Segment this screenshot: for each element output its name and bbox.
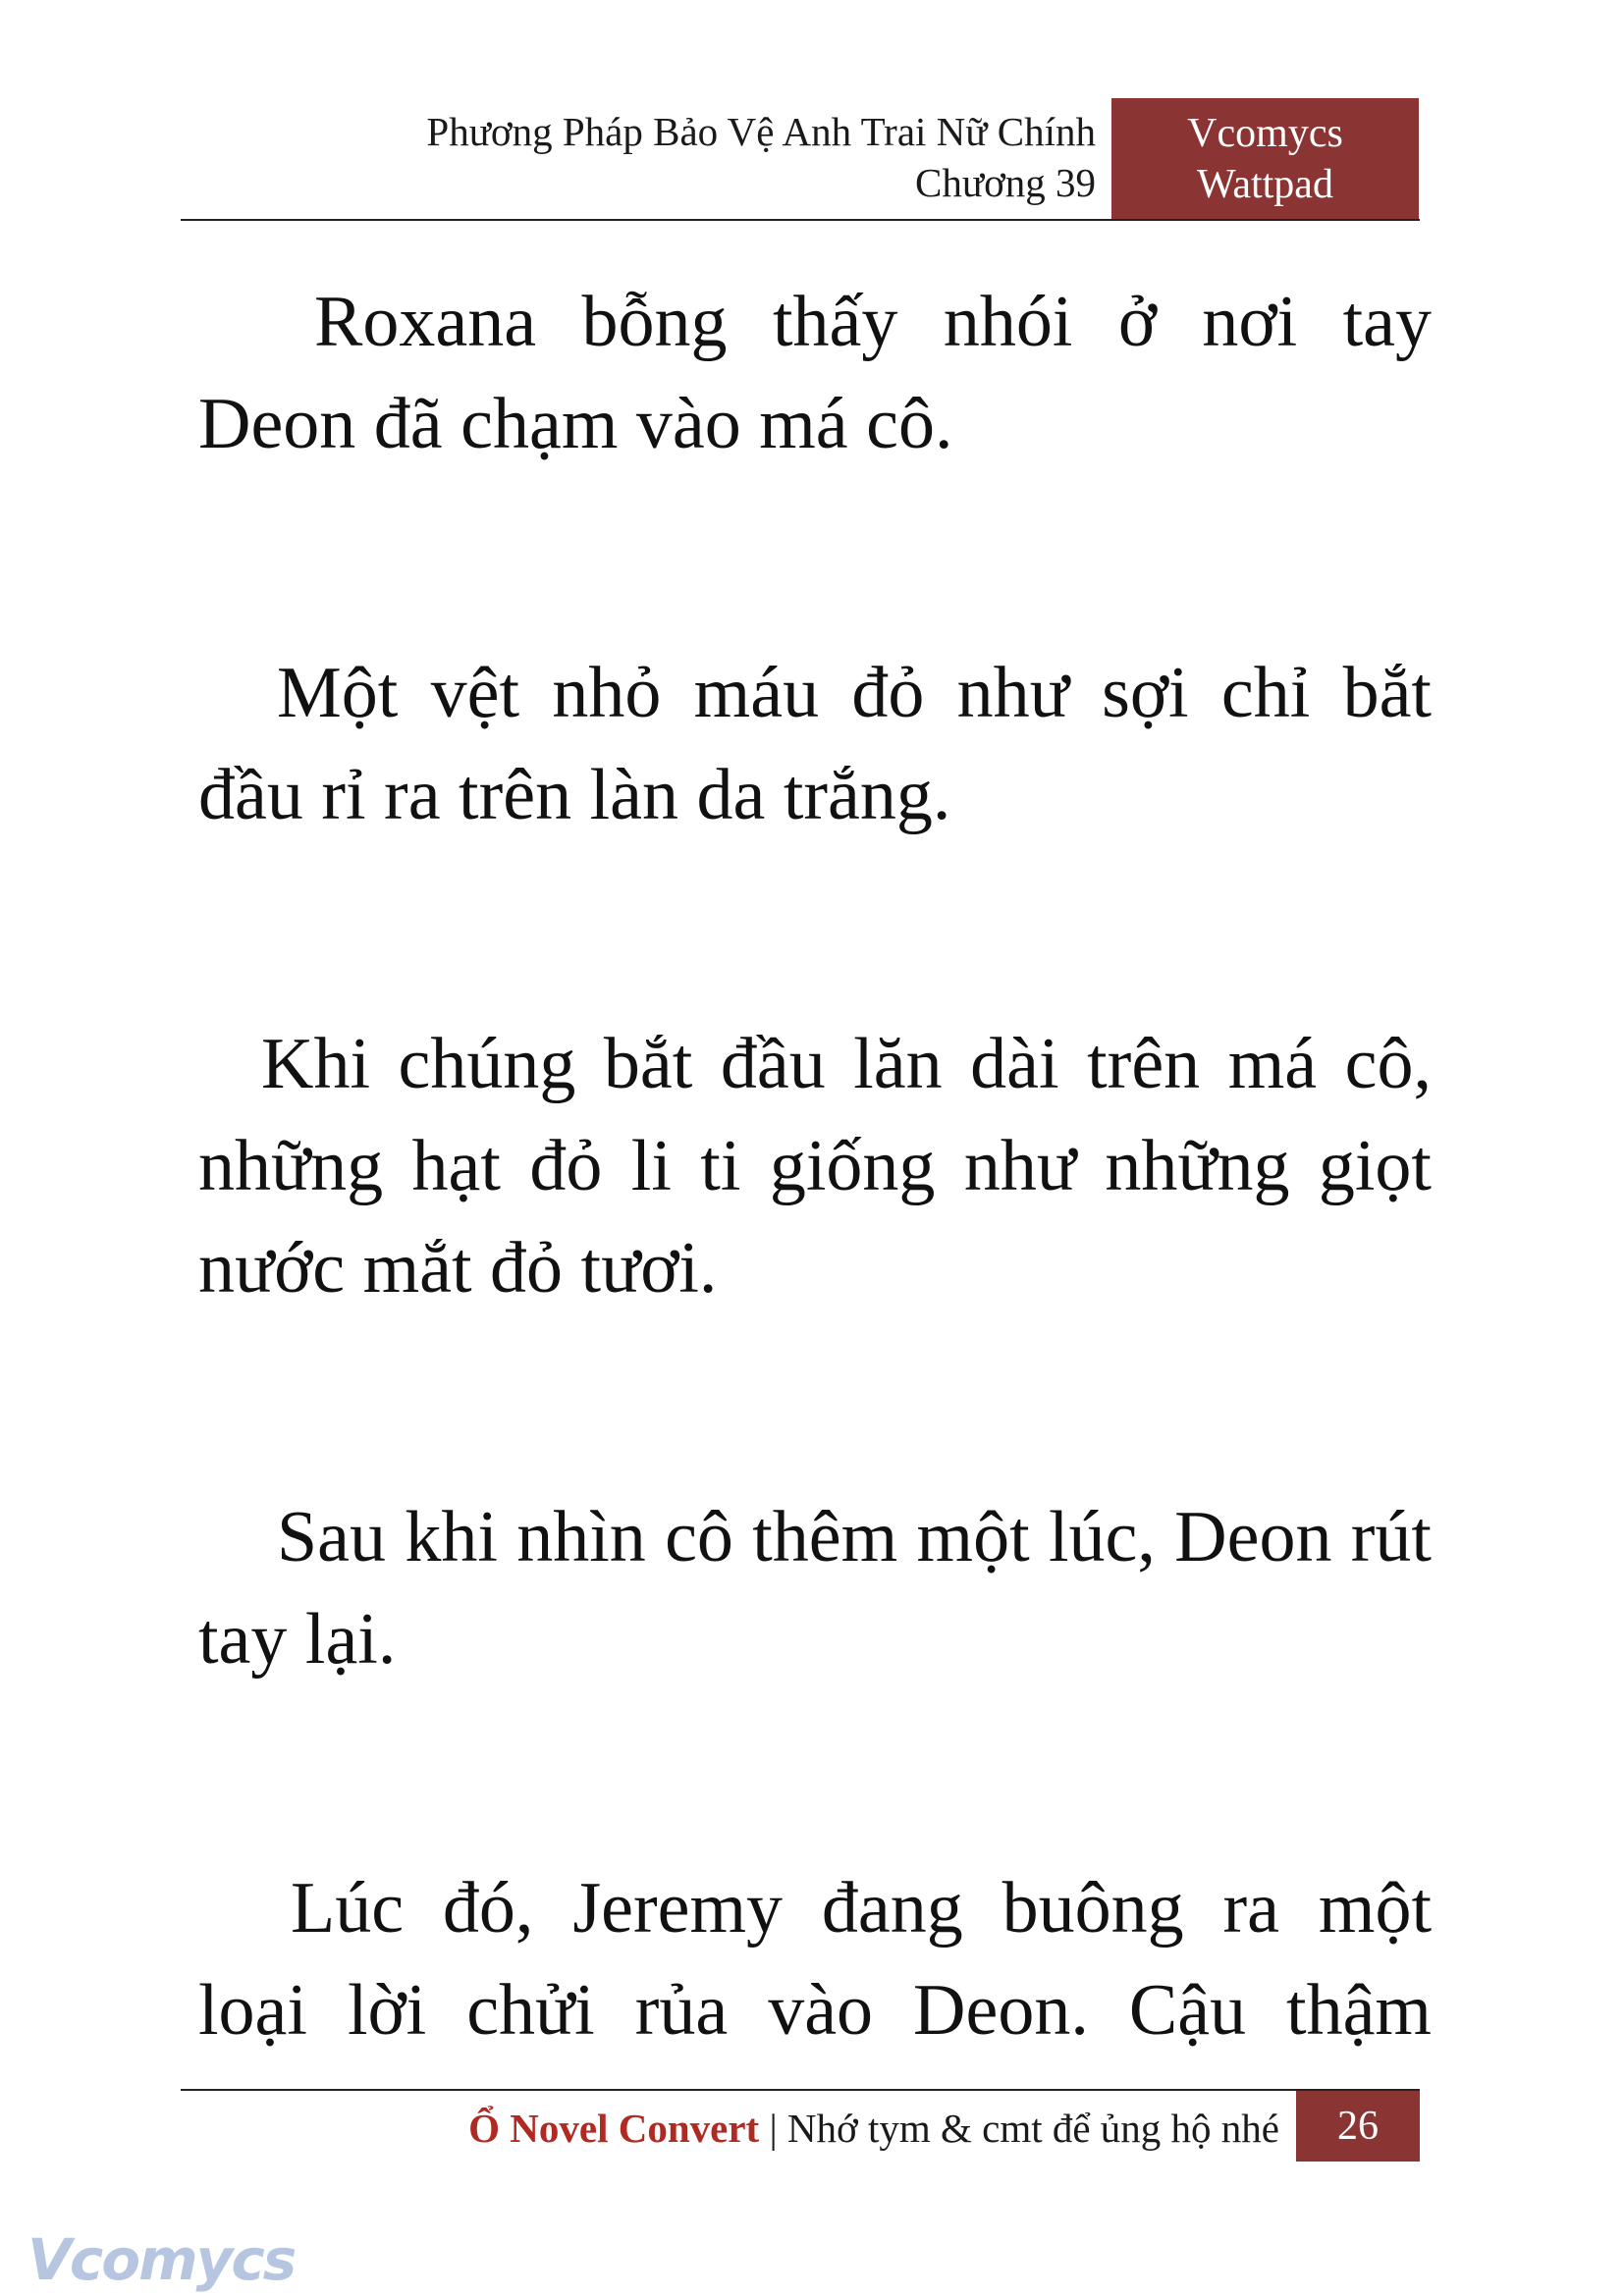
- footer-credit: [295, 2097, 1279, 2160]
- page-number: 26: [1296, 2091, 1420, 2162]
- badge-line-1: Vcomycs: [1187, 111, 1343, 156]
- source-badge: [1111, 98, 1419, 220]
- footer-brand: Ổ Novel Convert: [468, 2106, 760, 2151]
- footer-separator: |: [759, 2106, 787, 2151]
- paragraph-4: Sau khi nhìn cô thêm một lúc, Deon rút tay lại.: [198, 1497, 1432, 1680]
- chapter-label: Chương 39: [915, 160, 1096, 205]
- paragraph-3: Khi chúng bắt đầu lăn dài trên má cô, những hạt đỏ li ti giống như những giọt nước mắt đỏ tươi.: [198, 1024, 1432, 1308]
- header-divider: [181, 219, 1420, 221]
- paragraph-5: Lúc đó, Jeremy đang buông ra một loại lời chửi rủa vào Deon. Cậu thậm: [198, 1868, 1432, 2051]
- footer-divider: [181, 2089, 1420, 2091]
- watermark-logo: Vcomycs: [27, 2226, 296, 2293]
- book-title: Phương Pháp Bảo Vệ Anh Trai Nữ Chính: [426, 109, 1096, 154]
- badge-line-2: Wattpad: [1197, 162, 1333, 207]
- paragraph-1: Roxana bỗng thấy nhói ở nơi tay Deon đã chạm vào má cô.: [198, 282, 1432, 464]
- header-title: [295, 106, 1096, 208]
- paragraph-2: Một vệt nhỏ máu đỏ như sợi chỉ bắt đầu rỉ ra trên làn da trắng.: [198, 653, 1432, 835]
- footer-message: Nhớ tym & cmt để ủng hộ nhé: [786, 2106, 1279, 2151]
